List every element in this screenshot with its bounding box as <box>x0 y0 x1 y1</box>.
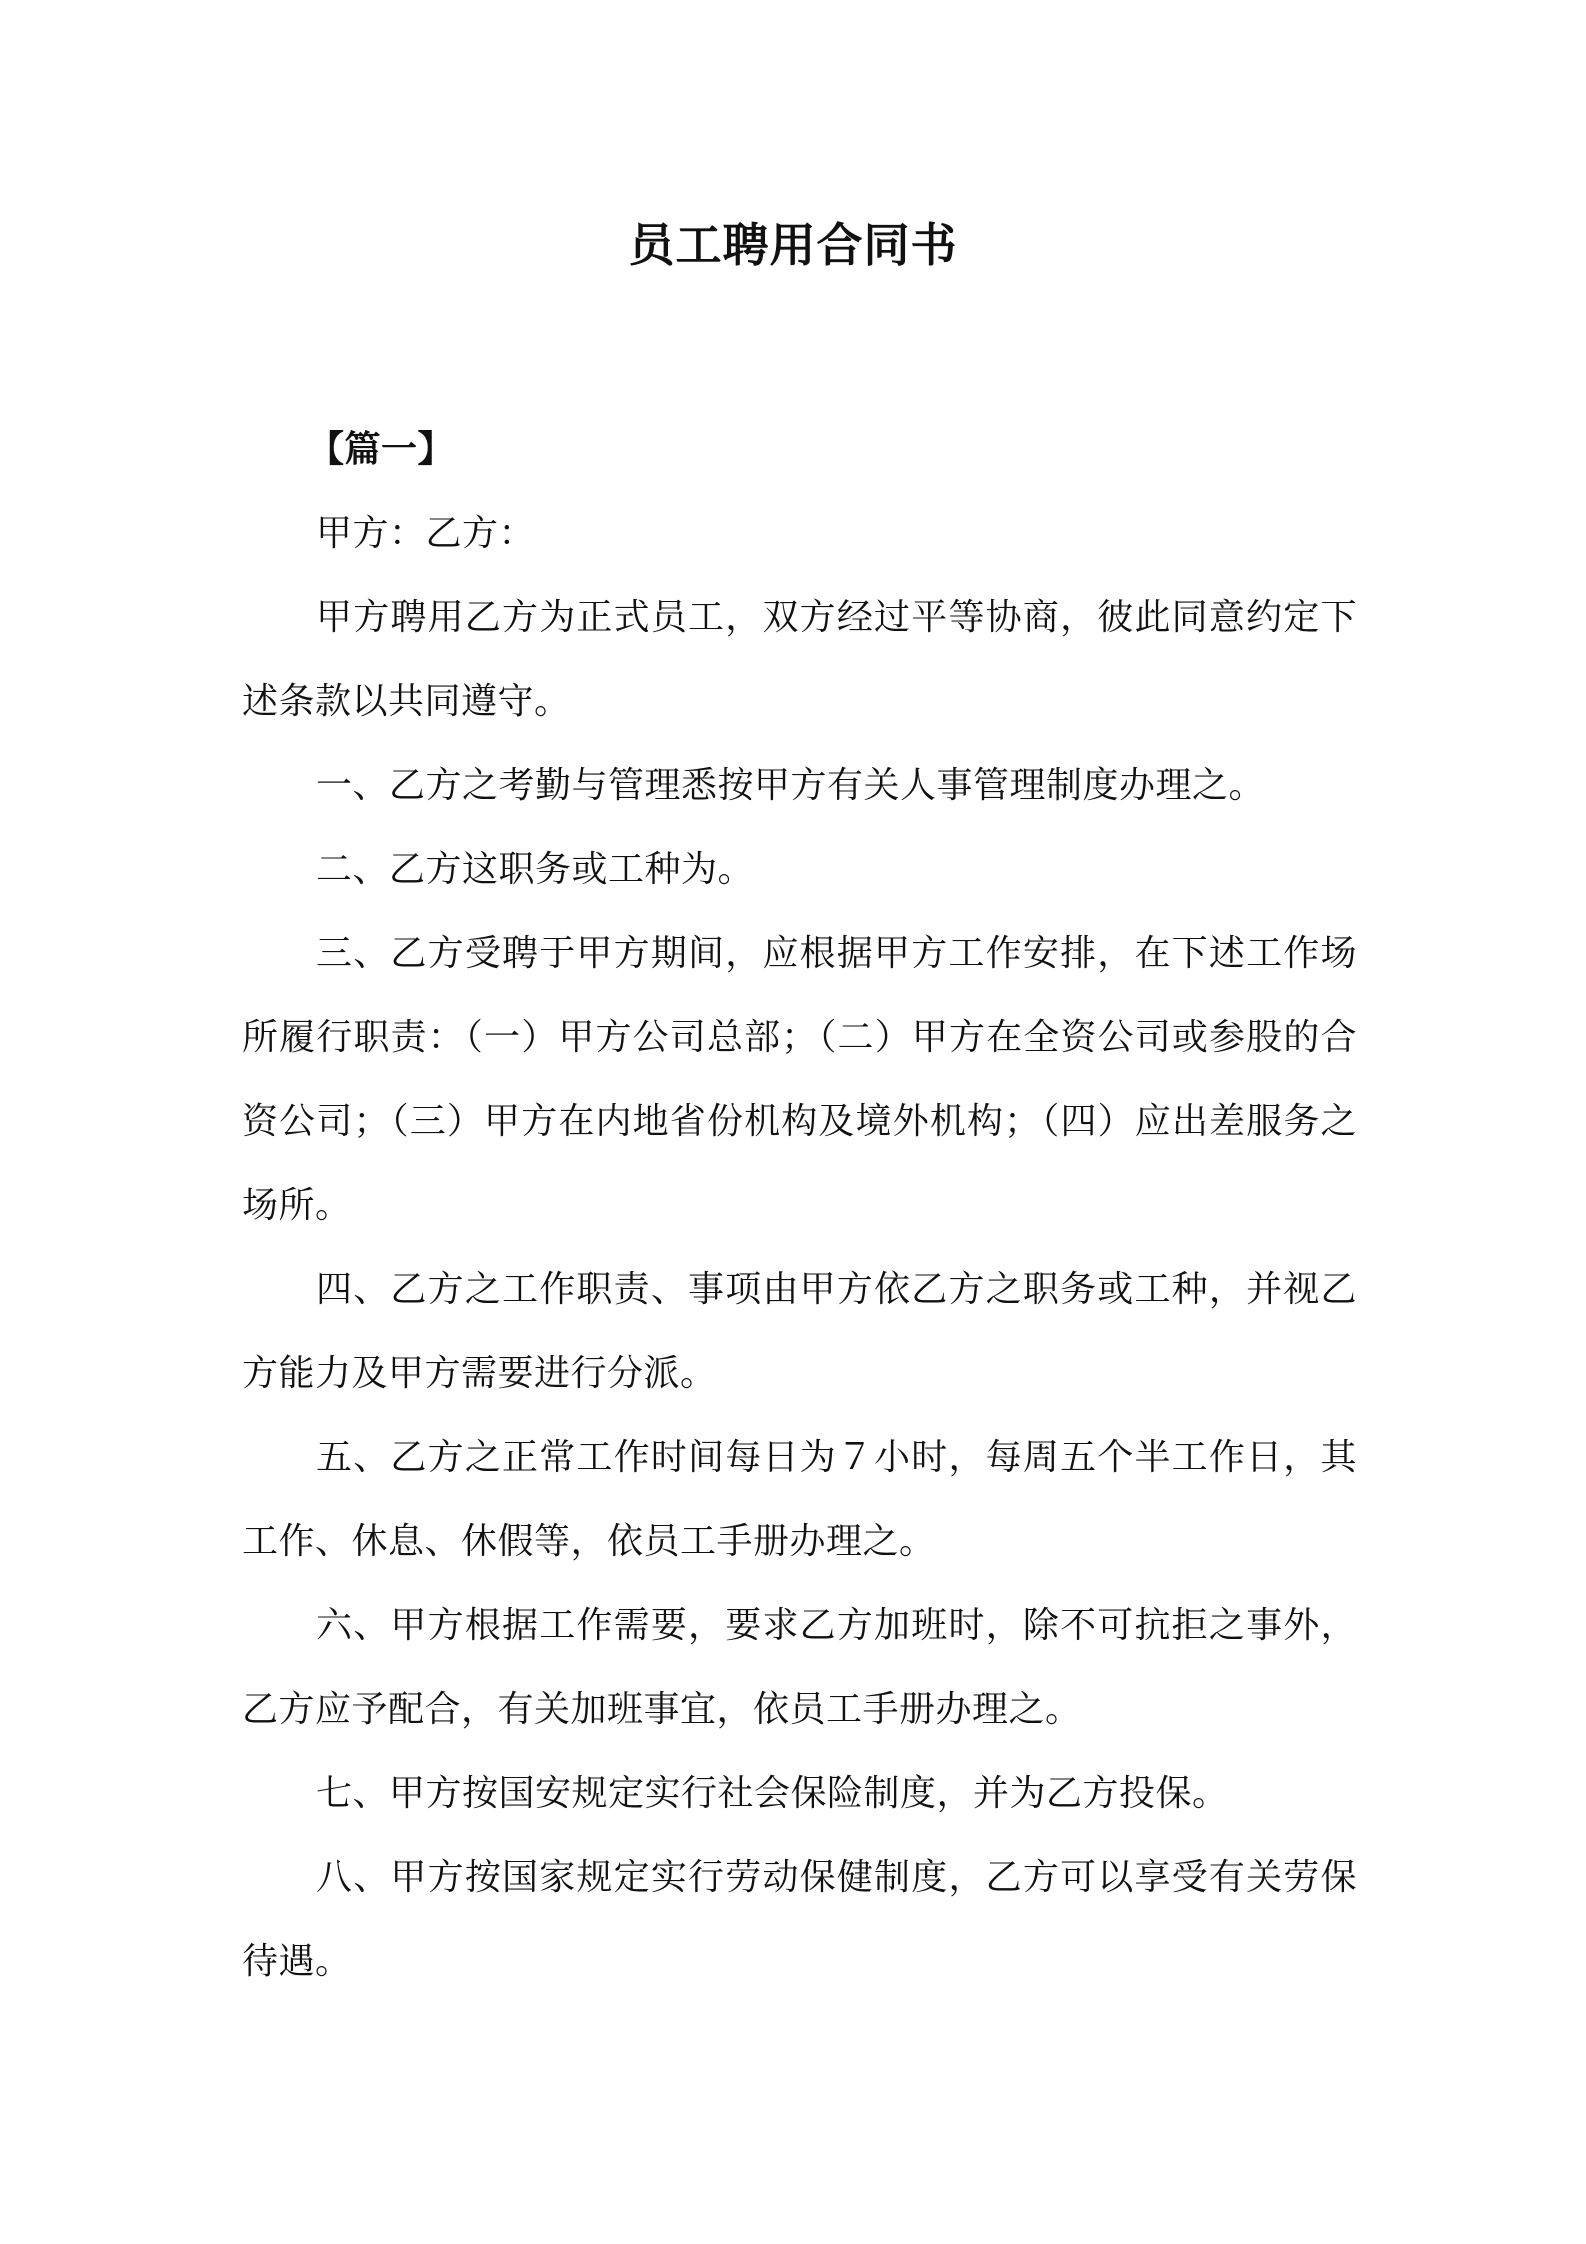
clause-6: 六、甲方根据工作需要，要求乙方加班时，除不可抗拒之事外，乙方应予配合，有关加班事宜，依员工手册办理之。 <box>242 1605 1357 1730</box>
document-title: 员工聘用合同书 <box>628 218 958 272</box>
clause-4: 四、乙方之工作职责、事项由甲方依乙方之职务或工种，并视乙方能力及甲方需要进行分派。 <box>242 1269 1357 1394</box>
clause-7: 七、甲方按国安规定实行社会保险制度，并为乙方投保。 <box>316 1773 1229 1814</box>
preamble-paragraph: 甲方聘用乙方为正式员工，双方经过平等协商，彼此同意约定下述条款以共同遵守。 <box>242 597 1357 722</box>
clause-1: 一、乙方之考勤与管理悉按甲方有关人事管理制度办理之。 <box>316 765 1266 806</box>
clause-3: 三、乙方受聘于甲方期间，应根据甲方工作安排，在下述工作场所履行职责：（一）甲方公司总部；（二）甲方在全资公司或参股的合资公司；（三）甲方在内地省份机构及境外机构；（四）应出差服务之场所。 <box>242 933 1357 1226</box>
clause-8: 八、甲方按国家规定实行劳动保健制度，乙方可以享受有关劳保待遇。 <box>242 1857 1357 1982</box>
document-body <box>242 408 1357 2004</box>
clause-5: 五、乙方之正常工作时间每日为７小时，每周五个半工作日，其工作、休息、休假等，依员工手册办理之。 <box>242 1437 1357 1562</box>
section-heading: 【篇一】 <box>308 429 455 470</box>
parties-line: 甲方：乙方： <box>316 513 536 554</box>
clause-2: 二、乙方这职务或工种为。 <box>316 849 755 890</box>
